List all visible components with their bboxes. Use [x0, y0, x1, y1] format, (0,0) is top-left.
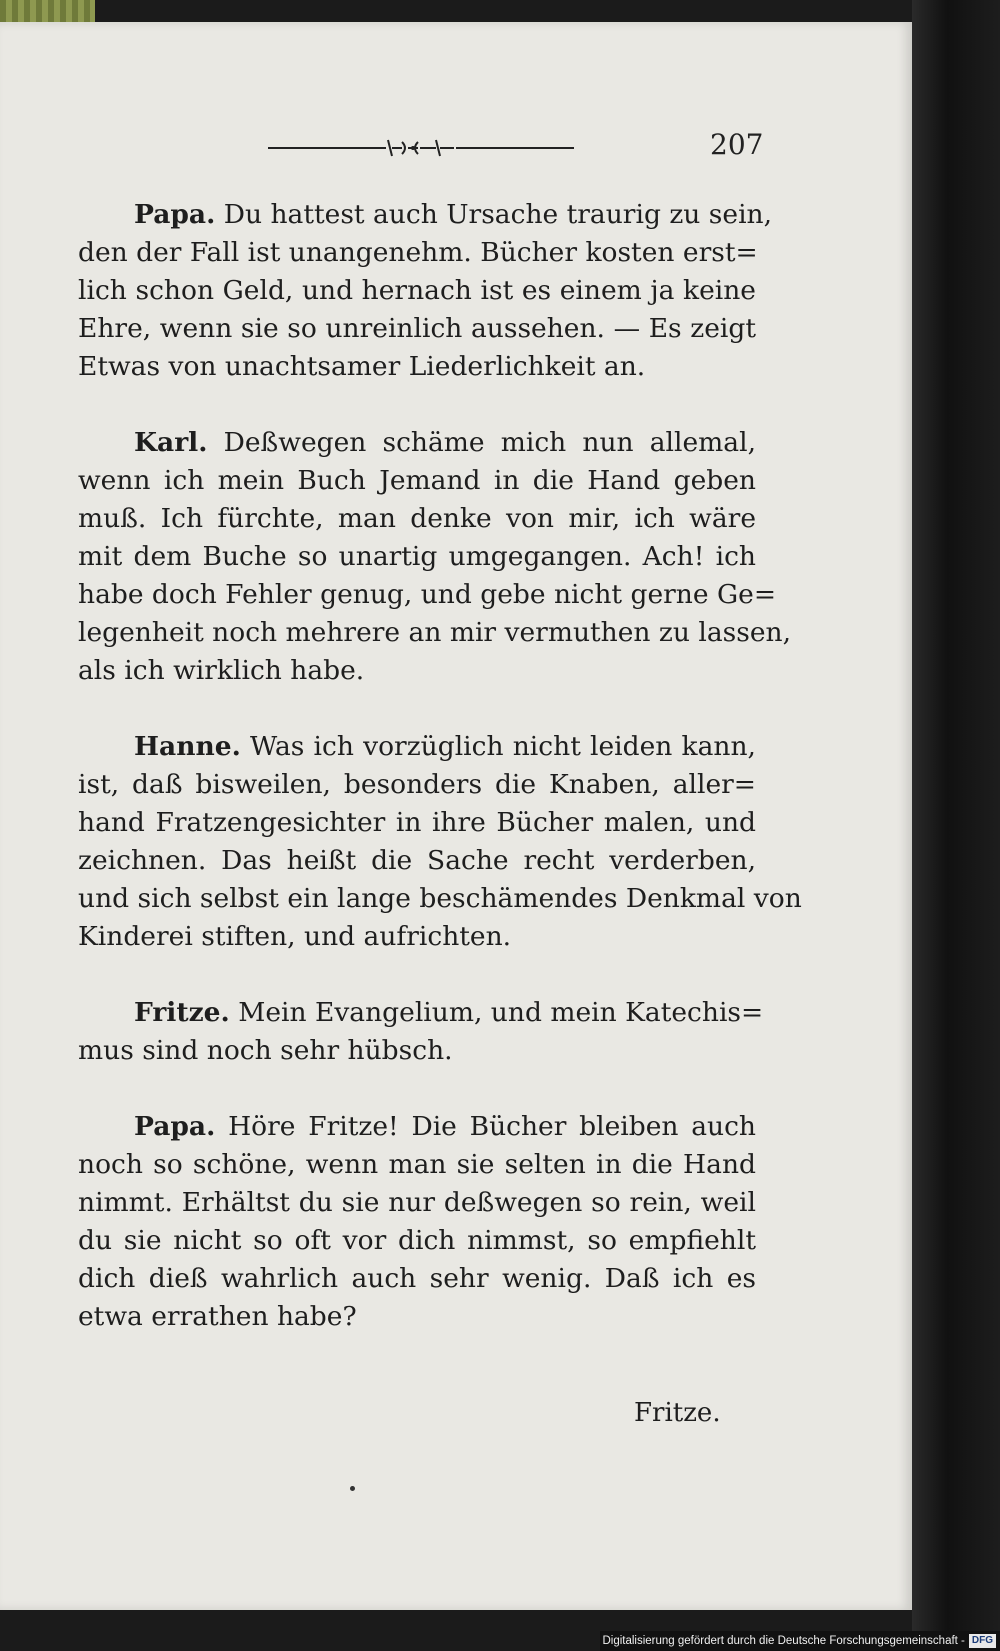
text-line: Ehre, wenn sie so unreinlich aussehen. — Es zeigt: [78, 313, 756, 344]
text-line: nimmt. Erhältst du sie nur deßwegen so rein, weil: [78, 1187, 756, 1218]
text-line: dich dieß wahrlich auch sehr wenig. Daß ich es: [78, 1263, 756, 1294]
text-line: legenheit noch mehrere an mir vermuthen zu lassen,: [78, 617, 792, 648]
text-line: den der Fall ist unangenehm. Bücher kosten erst=: [78, 237, 758, 268]
paragraph-fritze: [78, 994, 764, 1070]
book-edge: [912, 0, 1000, 1651]
speaker-name: Papa.: [134, 1111, 216, 1142]
speaker-name: Papa.: [134, 199, 216, 230]
text-line: ist, daß bisweilen, besonders die Knaben, aller=: [78, 769, 756, 800]
catchword: Fritze.: [634, 1398, 721, 1428]
text-line: Papa. Höre Fritze! Die Bücher bleiben auch: [134, 1111, 756, 1142]
paragraph-papa-1: [78, 196, 773, 386]
speaker-name: Hanne.: [134, 731, 241, 762]
text-line: Karl. Deßwegen schäme mich nun allemal,: [134, 427, 756, 458]
text-line: Hanne. Was ich vorzüglich nicht leiden kann,: [134, 731, 756, 762]
paragraph-papa-2: [78, 1108, 756, 1336]
footer-text: Digitalisierung gefördert durch die Deutsche Forschungsgemeinschaft -: [602, 1635, 965, 1647]
text-line: etwa errathen habe?: [78, 1301, 357, 1332]
text-line: mus sind noch sehr hübsch.: [78, 1035, 453, 1066]
body-text: [78, 196, 802, 1374]
text-line: als ich wirklich habe.: [78, 655, 365, 686]
speaker-name: Karl.: [134, 427, 208, 458]
text-line: zeichnen. Das heißt die Sache recht verderben,: [78, 845, 756, 876]
signature-mark: [350, 1486, 355, 1491]
text-line: Papa. Du hattest auch Ursache traurig zu sein,: [134, 199, 773, 230]
text-line: muß. Ich fürchte, man denke von mir, ich wäre: [78, 503, 756, 534]
speaker-name: Fritze.: [134, 997, 230, 1028]
text-line: wenn ich mein Buch Jemand in die Hand geben: [78, 465, 756, 496]
digitization-footer: [600, 1631, 1000, 1651]
text-line: noch so schöne, wenn man sie selten in die Hand: [78, 1149, 756, 1180]
text-line: Kinderei stiften, und aufrichten.: [78, 921, 512, 952]
text-line: Fritze. Mein Evangelium, und mein Katechis=: [134, 997, 764, 1028]
text-line: mit dem Buche so unartig umgegangen. Ach! ich: [78, 541, 756, 572]
dfg-logo-icon: DFG: [969, 1634, 996, 1648]
text-line: und sich selbst ein lange beschämendes Denkmal von: [78, 883, 802, 914]
paragraph-hanne: [78, 728, 802, 956]
page-number: 207: [710, 128, 764, 161]
text-line: habe doch Fehler genug, und gebe nicht gerne Ge=: [78, 579, 777, 610]
text-line: lich schon Geld, und hernach ist es einem ja keine: [78, 275, 756, 306]
ornament-rule-icon: [268, 136, 574, 160]
text-line: du sie nicht so oft vor dich nimmst, so empfiehlt: [78, 1225, 756, 1256]
text-line: hand Fratzengesichter in ihre Bücher malen, und: [78, 807, 756, 838]
text-line: Etwas von unachtsamer Liederlichkeit an.: [78, 351, 646, 382]
paragraph-karl: [78, 424, 792, 690]
